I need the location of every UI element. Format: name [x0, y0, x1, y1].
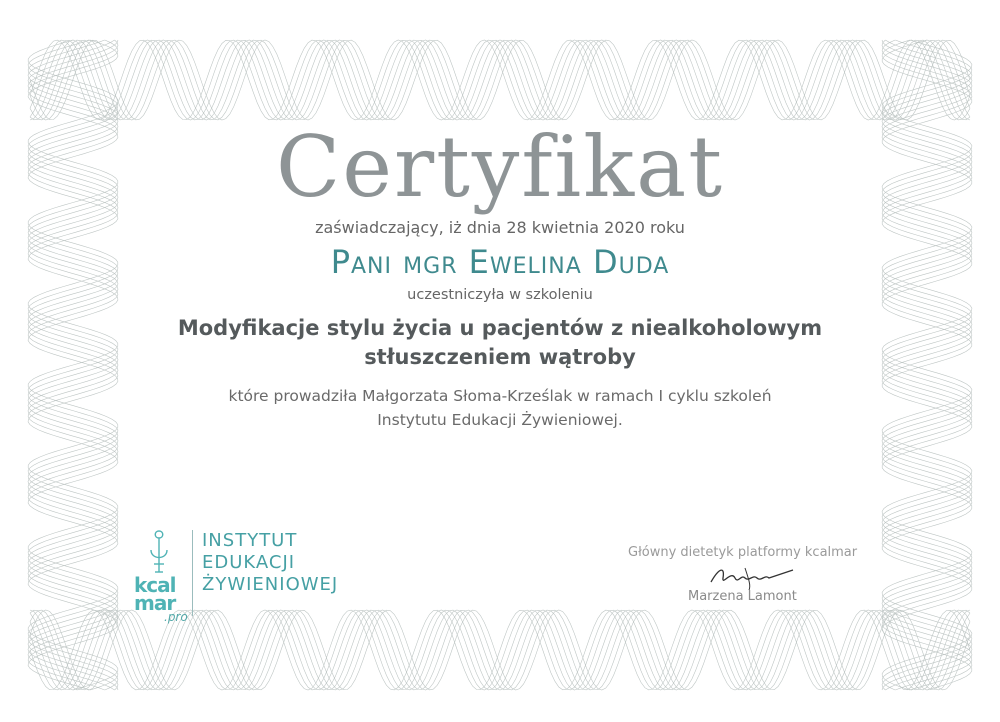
- institute-logo: [132, 522, 372, 632]
- institute-line-2: EDUKACJI: [202, 552, 296, 573]
- institute-line-3: ŻYWIENIOWEJ: [202, 574, 339, 595]
- description-line-1: które prowadziła Małgorzata Słoma-Krześlak w ramach I cyklu szkoleń: [228, 387, 772, 405]
- description-line-2: Instytutu Edukacji Żywieniowej.: [377, 411, 623, 429]
- certificate-intro: zaświadczający, iż dnia 28 kwietnia 2020 roku: [315, 218, 685, 237]
- signatory-name: Marzena Lamont: [688, 589, 797, 604]
- certificate-title: Certyfikat: [275, 118, 725, 216]
- signatory-role: Główny dietetyk platformy kcalmar: [628, 545, 858, 560]
- recipient-name: Pani mgr Ewelina Duda: [330, 243, 670, 281]
- institute-name: [202, 530, 338, 596]
- brand-line-2: mar: [134, 591, 176, 615]
- institute-line-1: INSTYTUT: [202, 530, 298, 551]
- brand-suffix: .pro: [164, 610, 188, 624]
- course-title-line-2: stłuszczeniem wątroby: [364, 345, 636, 369]
- brand-line-1: kcal: [134, 573, 176, 597]
- kcalmar-wordmark: [134, 573, 176, 615]
- participation-text: uczestniczyła w szkoleniu: [407, 287, 593, 303]
- kcalmar-logo-icon: [146, 528, 172, 576]
- logo-divider: [192, 530, 193, 616]
- course-title-line-1: Modyfikacje stylu życia u pacjentów z niealkoholowym: [177, 316, 823, 340]
